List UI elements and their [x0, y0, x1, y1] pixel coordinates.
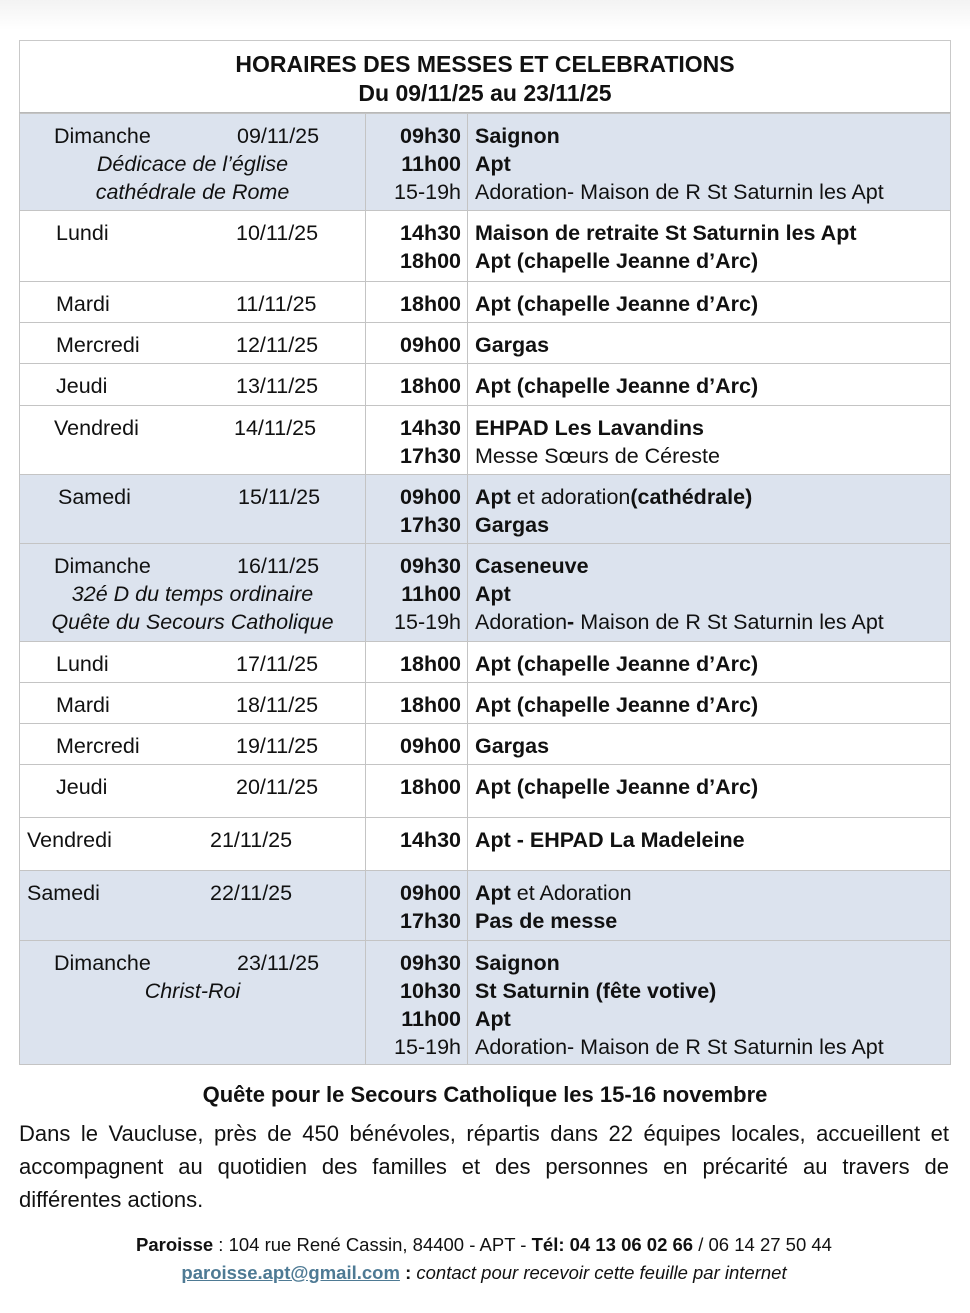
email-separator: : [399, 1262, 417, 1283]
mass-time: 15-19h [394, 610, 461, 634]
schedule-row [20, 724, 951, 765]
day-name: Mardi [56, 292, 110, 316]
liturgical-note: Dédicace de l’église [96, 152, 289, 176]
time-cell [366, 211, 468, 282]
schedule-date-range: Du 09/11/25 au 23/11/25 [358, 80, 612, 106]
liturgical-note: Christ-Roi [144, 979, 241, 1003]
place-cell [468, 818, 951, 871]
schedule-row [20, 323, 951, 364]
mass-time: 09h00 [400, 333, 461, 357]
location-part: et adoration [510, 485, 631, 509]
schedule-row [20, 941, 951, 1065]
day-name: Dimanche [54, 124, 151, 148]
place-cell [468, 544, 951, 642]
day-name: Jeudi [56, 374, 108, 398]
tel-secondary: / 06 14 27 50 44 [693, 1234, 832, 1255]
day-name: Dimanche [54, 554, 151, 578]
day-cell [20, 364, 366, 406]
paroisse-label: Paroisse [136, 1234, 214, 1255]
location-part: Maison de R St Saturnin les Apt [574, 610, 884, 634]
schedule-row [20, 765, 951, 818]
location-part: Apt [475, 485, 511, 509]
schedule-sheet [19, 40, 951, 1065]
day-name: Mercredi [56, 333, 140, 357]
mass-time: 18h00 [400, 249, 461, 273]
schedule-row [20, 282, 951, 323]
day-cell [20, 765, 366, 818]
mass-time: 17h30 [400, 444, 461, 468]
day-cell [20, 211, 366, 282]
day-cell [20, 941, 366, 1065]
day-date: 14/11/25 [234, 416, 317, 440]
place-cell [468, 871, 951, 941]
place-cell [468, 683, 951, 724]
time-cell [366, 871, 468, 941]
mass-location: Apt (chapelle Jeanne d’Arc) [475, 292, 759, 316]
mass-location: Apt (chapelle Jeanne d’Arc) [475, 249, 759, 273]
day-name: Dimanche [54, 951, 151, 975]
place-cell [468, 475, 951, 544]
schedule-row [20, 211, 951, 282]
mass-time: 17h30 [400, 513, 461, 537]
schedule-row [20, 406, 951, 475]
place-cell [468, 364, 951, 406]
mass-location: EHPAD Les Lavandins [475, 416, 704, 440]
time-cell [366, 642, 468, 683]
place-cell [468, 642, 951, 683]
mass-location [475, 483, 950, 511]
day-name: Mercredi [56, 734, 140, 758]
mass-time: 09h00 [400, 734, 461, 758]
day-date: 15/11/25 [238, 485, 321, 509]
place-cell [468, 765, 951, 818]
mass-time: 14h30 [400, 416, 461, 440]
tel-label: Tél: [531, 1234, 570, 1255]
mass-time: 18h00 [400, 374, 461, 398]
mass-time: 14h30 [400, 221, 461, 245]
mass-time: 09h00 [400, 881, 461, 905]
schedule-row [20, 544, 951, 642]
liturgical-note: 32é D du temps ordinaire [71, 582, 314, 606]
day-cell [20, 871, 366, 941]
day-cell [20, 818, 366, 871]
day-cell [20, 475, 366, 544]
mass-location: Apt (chapelle Jeanne d’Arc) [475, 775, 759, 799]
parish-contact [0, 1234, 968, 1256]
day-date: 12/11/25 [236, 333, 319, 357]
day-date: 18/11/25 [236, 693, 319, 717]
time-cell [366, 818, 468, 871]
mass-location: Adoration- Maison de R St Saturnin les Apt [475, 1035, 884, 1059]
day-date: 21/11/25 [210, 828, 293, 852]
mass-location: St Saturnin (fête votive) [475, 979, 717, 1003]
day-date: 22/11/25 [210, 881, 293, 905]
day-date: 23/11/25 [237, 951, 320, 975]
time-cell [366, 941, 468, 1065]
day-date: 16/11/25 [237, 554, 320, 578]
mass-time: 09h00 [400, 485, 461, 509]
mass-location: Apt (chapelle Jeanne d’Arc) [475, 652, 759, 676]
mass-location: Adoration- Maison de R St Saturnin les Apt [475, 180, 884, 204]
mass-location: Pas de messe [475, 909, 618, 933]
mass-location: Maison de retraite St Saturnin les Apt [475, 221, 857, 245]
day-date: 11/11/25 [236, 292, 317, 316]
mass-location: Apt [475, 582, 511, 606]
day-date: 09/11/25 [237, 124, 320, 148]
day-cell [20, 114, 366, 211]
mass-location: Apt (chapelle Jeanne d’Arc) [475, 374, 759, 398]
mass-location [475, 879, 950, 907]
day-name: Mardi [56, 693, 110, 717]
place-cell [468, 406, 951, 475]
place-cell [468, 941, 951, 1065]
place-cell [468, 724, 951, 765]
email-link[interactable]: paroisse.apt@gmail.com [181, 1262, 400, 1283]
mass-location: Apt - EHPAD La Madeleine [475, 828, 745, 852]
time-cell [366, 475, 468, 544]
mass-time: 09h30 [400, 124, 461, 148]
tel-primary: 04 13 06 02 66 [569, 1234, 694, 1255]
day-name: Jeudi [56, 775, 108, 799]
day-date: 13/11/25 [236, 374, 319, 398]
time-cell [366, 323, 468, 364]
schedule-row [20, 683, 951, 724]
mass-time: 18h00 [400, 775, 461, 799]
day-date: 10/11/25 [236, 221, 319, 245]
schedule-row [20, 475, 951, 544]
email-note: contact pour recevoir cette feuille par internet [416, 1262, 787, 1283]
day-name: Vendredi [54, 416, 139, 440]
day-date: 19/11/25 [236, 734, 319, 758]
day-name: Samedi [27, 881, 100, 905]
time-cell [366, 544, 468, 642]
schedule-row [20, 818, 951, 871]
day-cell [20, 323, 366, 364]
day-name: Lundi [56, 221, 109, 245]
mass-time: 18h00 [400, 693, 461, 717]
time-cell [366, 364, 468, 406]
time-cell [366, 683, 468, 724]
place-cell [468, 282, 951, 323]
day-cell [20, 282, 366, 323]
location-part: (cathédrale) [630, 485, 753, 509]
quete-title: Quête pour le Secours Catholique les 15-16 novembre [202, 1082, 768, 1107]
mass-location: Apt [475, 152, 511, 176]
mass-location: Apt [475, 1007, 511, 1031]
mass-time: 11h00 [401, 582, 461, 606]
mass-location: Gargas [475, 333, 550, 357]
location-part: - [567, 610, 575, 634]
mass-time: 15-19h [394, 1035, 461, 1059]
address: : 104 rue René Cassin, 84400 - APT - [213, 1234, 532, 1255]
place-cell [468, 114, 951, 211]
mass-time: 09h30 [400, 951, 461, 975]
mass-time: 11h00 [401, 1007, 461, 1031]
day-name: Lundi [56, 652, 109, 676]
mass-location: Messe Sœurs de Céreste [475, 444, 720, 468]
time-cell [366, 724, 468, 765]
day-cell [20, 406, 366, 475]
mass-time: 18h00 [400, 292, 461, 316]
email-contact [0, 1262, 968, 1284]
mass-time: 10h30 [400, 979, 461, 1003]
location-part: et Adoration [510, 881, 632, 905]
location-part: Adoration [475, 610, 568, 634]
place-cell [468, 211, 951, 282]
mass-time: 14h30 [400, 828, 461, 852]
mass-location: Gargas [475, 513, 550, 537]
schedule-row [20, 364, 951, 406]
mass-time: 18h00 [400, 652, 461, 676]
mass-time: 17h30 [400, 909, 461, 933]
day-cell [20, 642, 366, 683]
mass-location: Caseneuve [475, 554, 589, 578]
time-cell [366, 765, 468, 818]
day-cell [20, 683, 366, 724]
day-date: 20/11/25 [236, 775, 319, 799]
day-date: 17/11/25 [236, 652, 319, 676]
schedule-header [19, 40, 951, 113]
place-cell [468, 323, 951, 364]
mass-time: 11h00 [401, 152, 461, 176]
liturgical-note: Quête du Secours Catholique [51, 610, 334, 634]
liturgical-note: cathédrale de Rome [95, 180, 290, 204]
location-part: Apt [475, 881, 511, 905]
top-shadow [0, 0, 970, 30]
time-cell [366, 282, 468, 323]
time-cell [366, 114, 468, 211]
mass-location: Apt (chapelle Jeanne d’Arc) [475, 693, 759, 717]
schedule-row [20, 114, 951, 211]
mass-location [475, 608, 950, 636]
mass-location: Saignon [475, 124, 560, 148]
schedule-table [19, 113, 951, 1065]
mass-location: Gargas [475, 734, 550, 758]
time-cell [366, 406, 468, 475]
schedule-row [20, 871, 951, 941]
day-cell [20, 724, 366, 765]
mass-time: 15-19h [394, 180, 461, 204]
schedule-title: HORAIRES DES MESSES ET CELEBRATIONS [235, 51, 735, 77]
mass-time: 09h30 [400, 554, 461, 578]
day-name: Samedi [58, 485, 131, 509]
day-name: Vendredi [27, 828, 112, 852]
mass-location: Saignon [475, 951, 560, 975]
day-cell [20, 544, 366, 642]
schedule-row [20, 642, 951, 683]
quete-text: Dans le Vaucluse, près de 450 bénévoles, répartis dans 22 équipes locales, accueillent et accompagnent au quotidien des familles et des personnes en précarité au travers de différentes actions. [19, 1121, 949, 1212]
